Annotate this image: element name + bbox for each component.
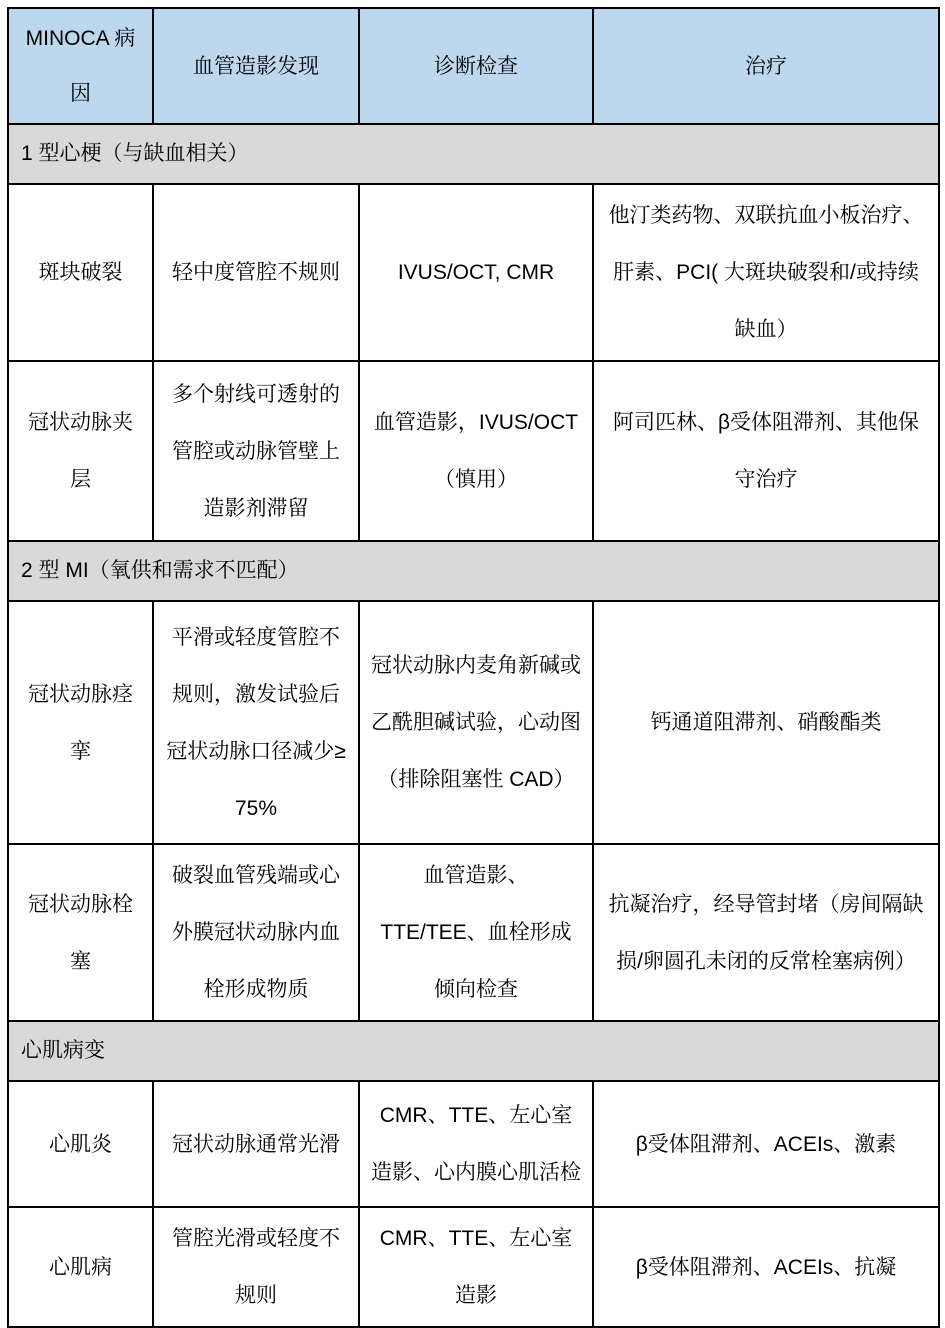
cell-cause: 冠状动脉痉挛	[8, 601, 153, 844]
cell-cause: 斑块破裂	[8, 184, 153, 361]
cell-diagnostic-test: CMR、TTE、左心室造影、心内膜心肌活检	[359, 1081, 593, 1207]
column-header-diagnostic-tests: 诊断检查	[359, 8, 593, 124]
cell-diagnostic-test: 血管造影、TTE/TEE、血栓形成倾向检查	[359, 844, 593, 1021]
column-header-treatment: 治疗	[593, 8, 939, 124]
cell-cause: 冠状动脉栓塞	[8, 844, 153, 1021]
section-row-myocardial-disease	[8, 1021, 939, 1081]
cell-cause: 冠状动脉夹层	[8, 361, 153, 541]
cell-treatment: β受体阻滞剂、ACEIs、激素	[593, 1081, 939, 1207]
cell-treatment: 他汀类药物、双联抗血小板治疗、肝素、PCI( 大斑块破裂和/或持续缺血）	[593, 184, 939, 361]
cell-diagnostic-test: IVUS/OCT, CMR	[359, 184, 593, 361]
cell-angiographic-finding: 轻中度管腔不规则	[153, 184, 359, 361]
cell-angiographic-finding: 破裂血管残端或心外膜冠状动脉内血栓形成物质	[153, 844, 359, 1021]
table-row-coronary-embolism	[8, 844, 939, 1021]
cell-angiographic-finding: 平滑或轻度管腔不规则，激发试验后冠状动脉口径减少≥ 75%	[153, 601, 359, 844]
minoca-etiology-table	[7, 7, 940, 1328]
cell-angiographic-finding: 冠状动脉通常光滑	[153, 1081, 359, 1207]
section-row-type1-mi	[8, 124, 939, 184]
cell-treatment: 钙通道阻滞剂、硝酸酯类	[593, 601, 939, 844]
section-row-type2-mi	[8, 541, 939, 601]
cell-cause: 心肌炎	[8, 1081, 153, 1207]
cell-diagnostic-test: 冠状动脉内麦角新碱或乙酰胆碱试验，心动图（排除阻塞性 CAD）	[359, 601, 593, 844]
table-row-myocarditis	[8, 1081, 939, 1207]
cell-treatment: 阿司匹林、β受体阻滞剂、其他保守治疗	[593, 361, 939, 541]
table-row-coronary-spasm	[8, 601, 939, 844]
column-header-angiographic-findings: 血管造影发现	[153, 8, 359, 124]
cell-treatment: 抗凝治疗，经导管封堵（房间隔缺损/卵圆孔未闭的反常栓塞病例）	[593, 844, 939, 1021]
section-title: 心肌病变	[8, 1021, 939, 1081]
column-header-minoca-cause: MINOCA 病因	[8, 8, 153, 124]
cell-treatment: β受体阻滞剂、ACEIs、抗凝	[593, 1207, 939, 1327]
cell-angiographic-finding: 多个射线可透射的管腔或动脉管壁上造影剂滞留	[153, 361, 359, 541]
cell-cause: 心肌病	[8, 1207, 153, 1327]
cell-diagnostic-test: 血管造影，IVUS/OCT（慎用）	[359, 361, 593, 541]
table-row-plaque-rupture	[8, 184, 939, 361]
table-row-coronary-dissection	[8, 361, 939, 541]
table-row-cardiomyopathy	[8, 1207, 939, 1327]
cell-angiographic-finding: 管腔光滑或轻度不规则	[153, 1207, 359, 1327]
cell-diagnostic-test: CMR、TTE、左心室造影	[359, 1207, 593, 1327]
table-header-row	[8, 8, 939, 124]
section-title: 2 型 MI（氧供和需求不匹配）	[8, 541, 939, 601]
section-title: 1 型心梗（与缺血相关）	[8, 124, 939, 184]
